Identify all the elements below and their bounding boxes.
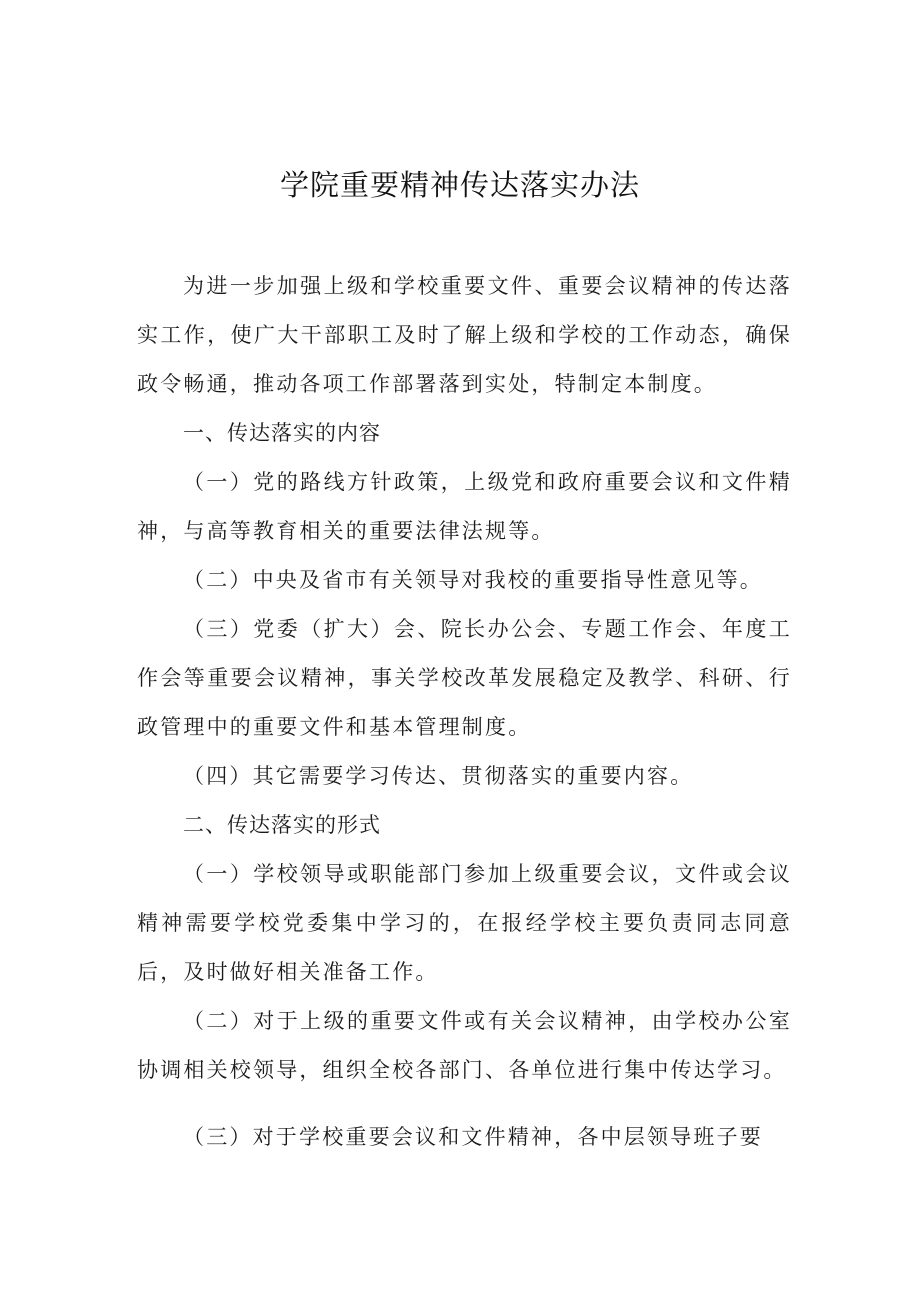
intro-paragraph: 为进一步加强上级和学校重要文件、重要会议精神的传达落实工作，使广大干部职工及时了解上级和学校的工作动态，确保政令畅通，推动各项工作部署落到实处，特制定本制度。 <box>137 274 792 396</box>
section2-item-2: （二）对于上级的重要文件或有关会议精神，由学校办公室协调相关校领导，组织全校各部门、各单位进行集中传达学习。 <box>137 1009 792 1082</box>
section1-item-3: （三）党委（扩大）会、院长办公会、专题工作会、年度工作会等重要会议精神，事关学校改革发展稳定及教学、科研、行政管理中的重要文件和基本管理制度。 <box>137 617 792 739</box>
section1-item-4: （四）其它需要学习传达、贯彻落实的重要内容。 <box>183 764 694 788</box>
section-heading-content: 一、传达落实的内容 <box>183 421 381 445</box>
section1-item-2: （二）中央及省市有关领导对我校的重要指导性意见等。 <box>183 568 763 592</box>
section2-item-3: （三）对于学校重要会议和文件精神，各中层领导班子要 <box>183 1125 763 1149</box>
document-body <box>137 262 792 1162</box>
section-heading-form: 二、传达落实的形式 <box>183 813 381 837</box>
document-title: 学院重要精神传达落实办法 <box>279 168 640 202</box>
section1-item-1: （一）党的路线方针政策，上级党和政府重要会议和文件精神，与高等教育相关的重要法律法规等。 <box>137 470 792 543</box>
paragraph-gap <box>137 1095 792 1113</box>
section2-item-1: （一）学校领导或职能部门参加上级重要会议，文件或会议精神需要学校党委集中学习的，在报经学校主要负责同志同意后，及时做好相关准备工作。 <box>137 862 792 984</box>
